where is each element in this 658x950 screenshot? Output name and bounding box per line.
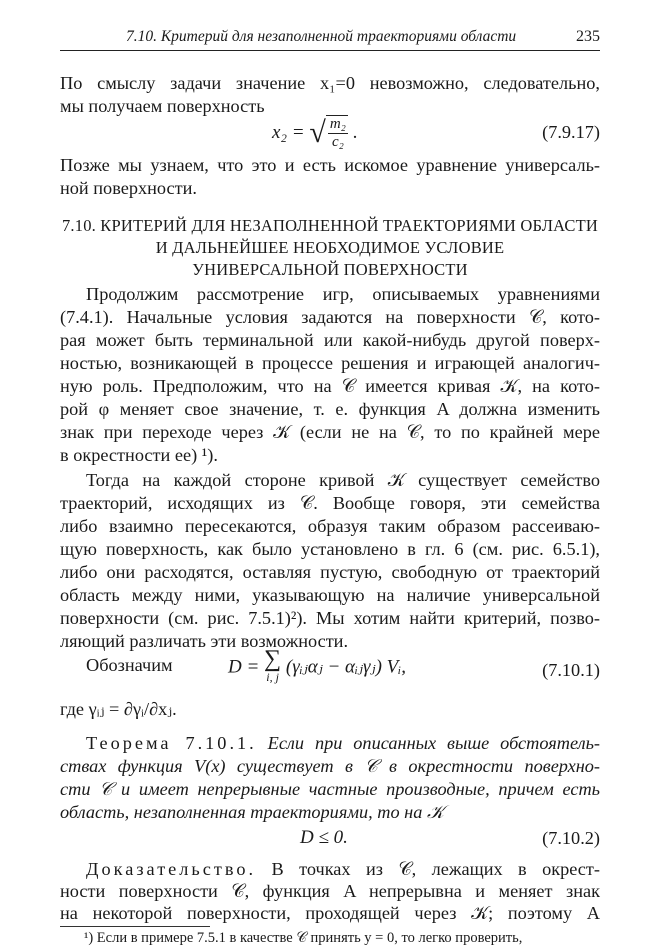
equation-7-10-2: D ≤ 0. <box>300 827 348 848</box>
para3-line: рой φ меняет свое значение, т. е. функция A должна изменить <box>60 399 600 419</box>
summation <box>264 646 282 686</box>
para3-line: рая может быть терминальной или какой-нибудь другой поверх- <box>60 330 600 350</box>
para2-line1: Позже мы узнаем, что это и есть искомое уравнение универсаль- <box>60 155 600 175</box>
running-header <box>60 28 600 52</box>
para3-line: в окрестности ее) ¹). <box>60 445 218 465</box>
section-heading-line3: УНИВЕРСАЛЬНОЙ ПОВЕРХНОСТИ <box>192 260 468 279</box>
footnote-rule <box>60 926 210 927</box>
proof-line3: на некоторой поверхности, проходящей через 𝒦; поэтому A <box>60 903 600 923</box>
equation-number-7-10-2: (7.10.2) <box>542 828 600 848</box>
para3-line: ностью, возникающей в процессе решения и играющей аналогич- <box>60 353 600 373</box>
section-heading-line1: 7.10. КРИТЕРИЙ ДЛЯ НЕЗАПОЛНЕННОЙ ТРАЕКТОРИЯМИ ОБЛАСТИ <box>61 216 599 235</box>
section-heading-line2: И ДАЛЬНЕЙШЕЕ НЕОБХОДИМОЕ УСЛОВИЕ <box>155 238 505 257</box>
para4-line: траекторий, исходящих из 𝒞. Вообще говоря, эти семейства <box>60 493 600 513</box>
equation-number-7-10-1: (7.10.1) <box>542 660 600 680</box>
theorem-line3: сти 𝒞 и имеет непрерывные частные производные, причем есть <box>60 779 600 799</box>
eq-period: . <box>352 122 358 143</box>
para3-line: знак при переходе через 𝒦 (если не на 𝒞, то по крайней мере <box>60 422 600 442</box>
page-number: 235 <box>576 28 600 45</box>
sqrt-sign: √ <box>309 116 326 149</box>
eq-body: (γᵢⱼαⱼ − αᵢⱼγⱼ) Vᵢ, <box>285 656 407 678</box>
equation-number-7-9-17: (7.9.17) <box>542 122 600 142</box>
para4-line: Тогда на каждой стороне кривой 𝒦 существует семейство <box>86 470 600 490</box>
theorem-label: Теорема 7.10.1. <box>86 733 257 753</box>
header-rule <box>60 50 600 51</box>
denote-text: Обозначим <box>86 655 173 675</box>
para2-line2: ной поверхности. <box>60 178 197 198</box>
para4-line: ляющий различать эти возможности. <box>60 631 349 651</box>
proof-line2: ности поверхности 𝒞, функция A непрерывна и меняет знак <box>60 881 600 901</box>
theorem-line4: область, незаполненная траекториями, то на 𝒦 <box>60 802 444 822</box>
theorem-line2: ствах функция V(x) существует в 𝒞 в окрестности поверхно- <box>60 756 600 776</box>
para4-line: либо они расходятся, оставляя пустую, свободную от траекторий <box>60 562 600 582</box>
theorem-line1 <box>86 732 600 755</box>
para4-line: либо взаимно пересекаются, образуя таким образом рассеиваю- <box>60 516 600 536</box>
sum-sign: ∑ <box>264 646 282 672</box>
fraction-numerator: m₂ <box>329 116 346 133</box>
fraction <box>328 116 348 151</box>
para4-line: область между ними, указывающую на наличие универсальной <box>60 585 600 605</box>
sum-index: i, j <box>266 670 279 684</box>
footnote-1-line1: ¹) Если в примере 7.5.1 в качестве 𝒞 принять y = 0, то легко проверить, <box>84 930 523 946</box>
equation-7-9-17 <box>272 112 357 154</box>
para3-line: Продолжим рассмотрение игр, описываемых уравнениями <box>86 284 600 304</box>
para1-line2: мы получаем поверхность <box>60 96 265 116</box>
equation-7-10-1 <box>228 646 407 686</box>
proof-label: Доказательство. <box>86 859 257 879</box>
proof-text: В точках из 𝒞, лежащих в окрест- <box>271 859 600 879</box>
running-title: 7.10. Критерий для незаполненной траекториями области <box>126 28 517 45</box>
para3-line: ную роль. Предположим, что на 𝒞 имеется кривая 𝒦, на кото- <box>60 376 600 396</box>
para4-line: поверхности (см. рис. 7.5.1)²). Мы хотим найти критерий, позво- <box>60 608 600 628</box>
para1-line1: По смыслу задачи значение x₁=0 невозможно, следовательно, <box>60 73 600 93</box>
proof-line1 <box>86 858 600 881</box>
eq-lhs: D = <box>228 656 260 678</box>
para3-line: (7.4.1). Начальные условия задаются на поверхности 𝒞, кото- <box>60 307 600 327</box>
fraction-denominator: c₂ <box>331 134 344 151</box>
theorem-text: Если при описанных выше обстоятель- <box>267 733 600 753</box>
para4-line: щую поверхность, как было установлено в гл. 6 (см. рис. 6.5.1), <box>60 539 600 559</box>
where-text: где γᵢⱼ = ∂γᵢ/∂xⱼ. <box>60 699 177 719</box>
eq-lhs: x₂ = <box>272 122 305 143</box>
